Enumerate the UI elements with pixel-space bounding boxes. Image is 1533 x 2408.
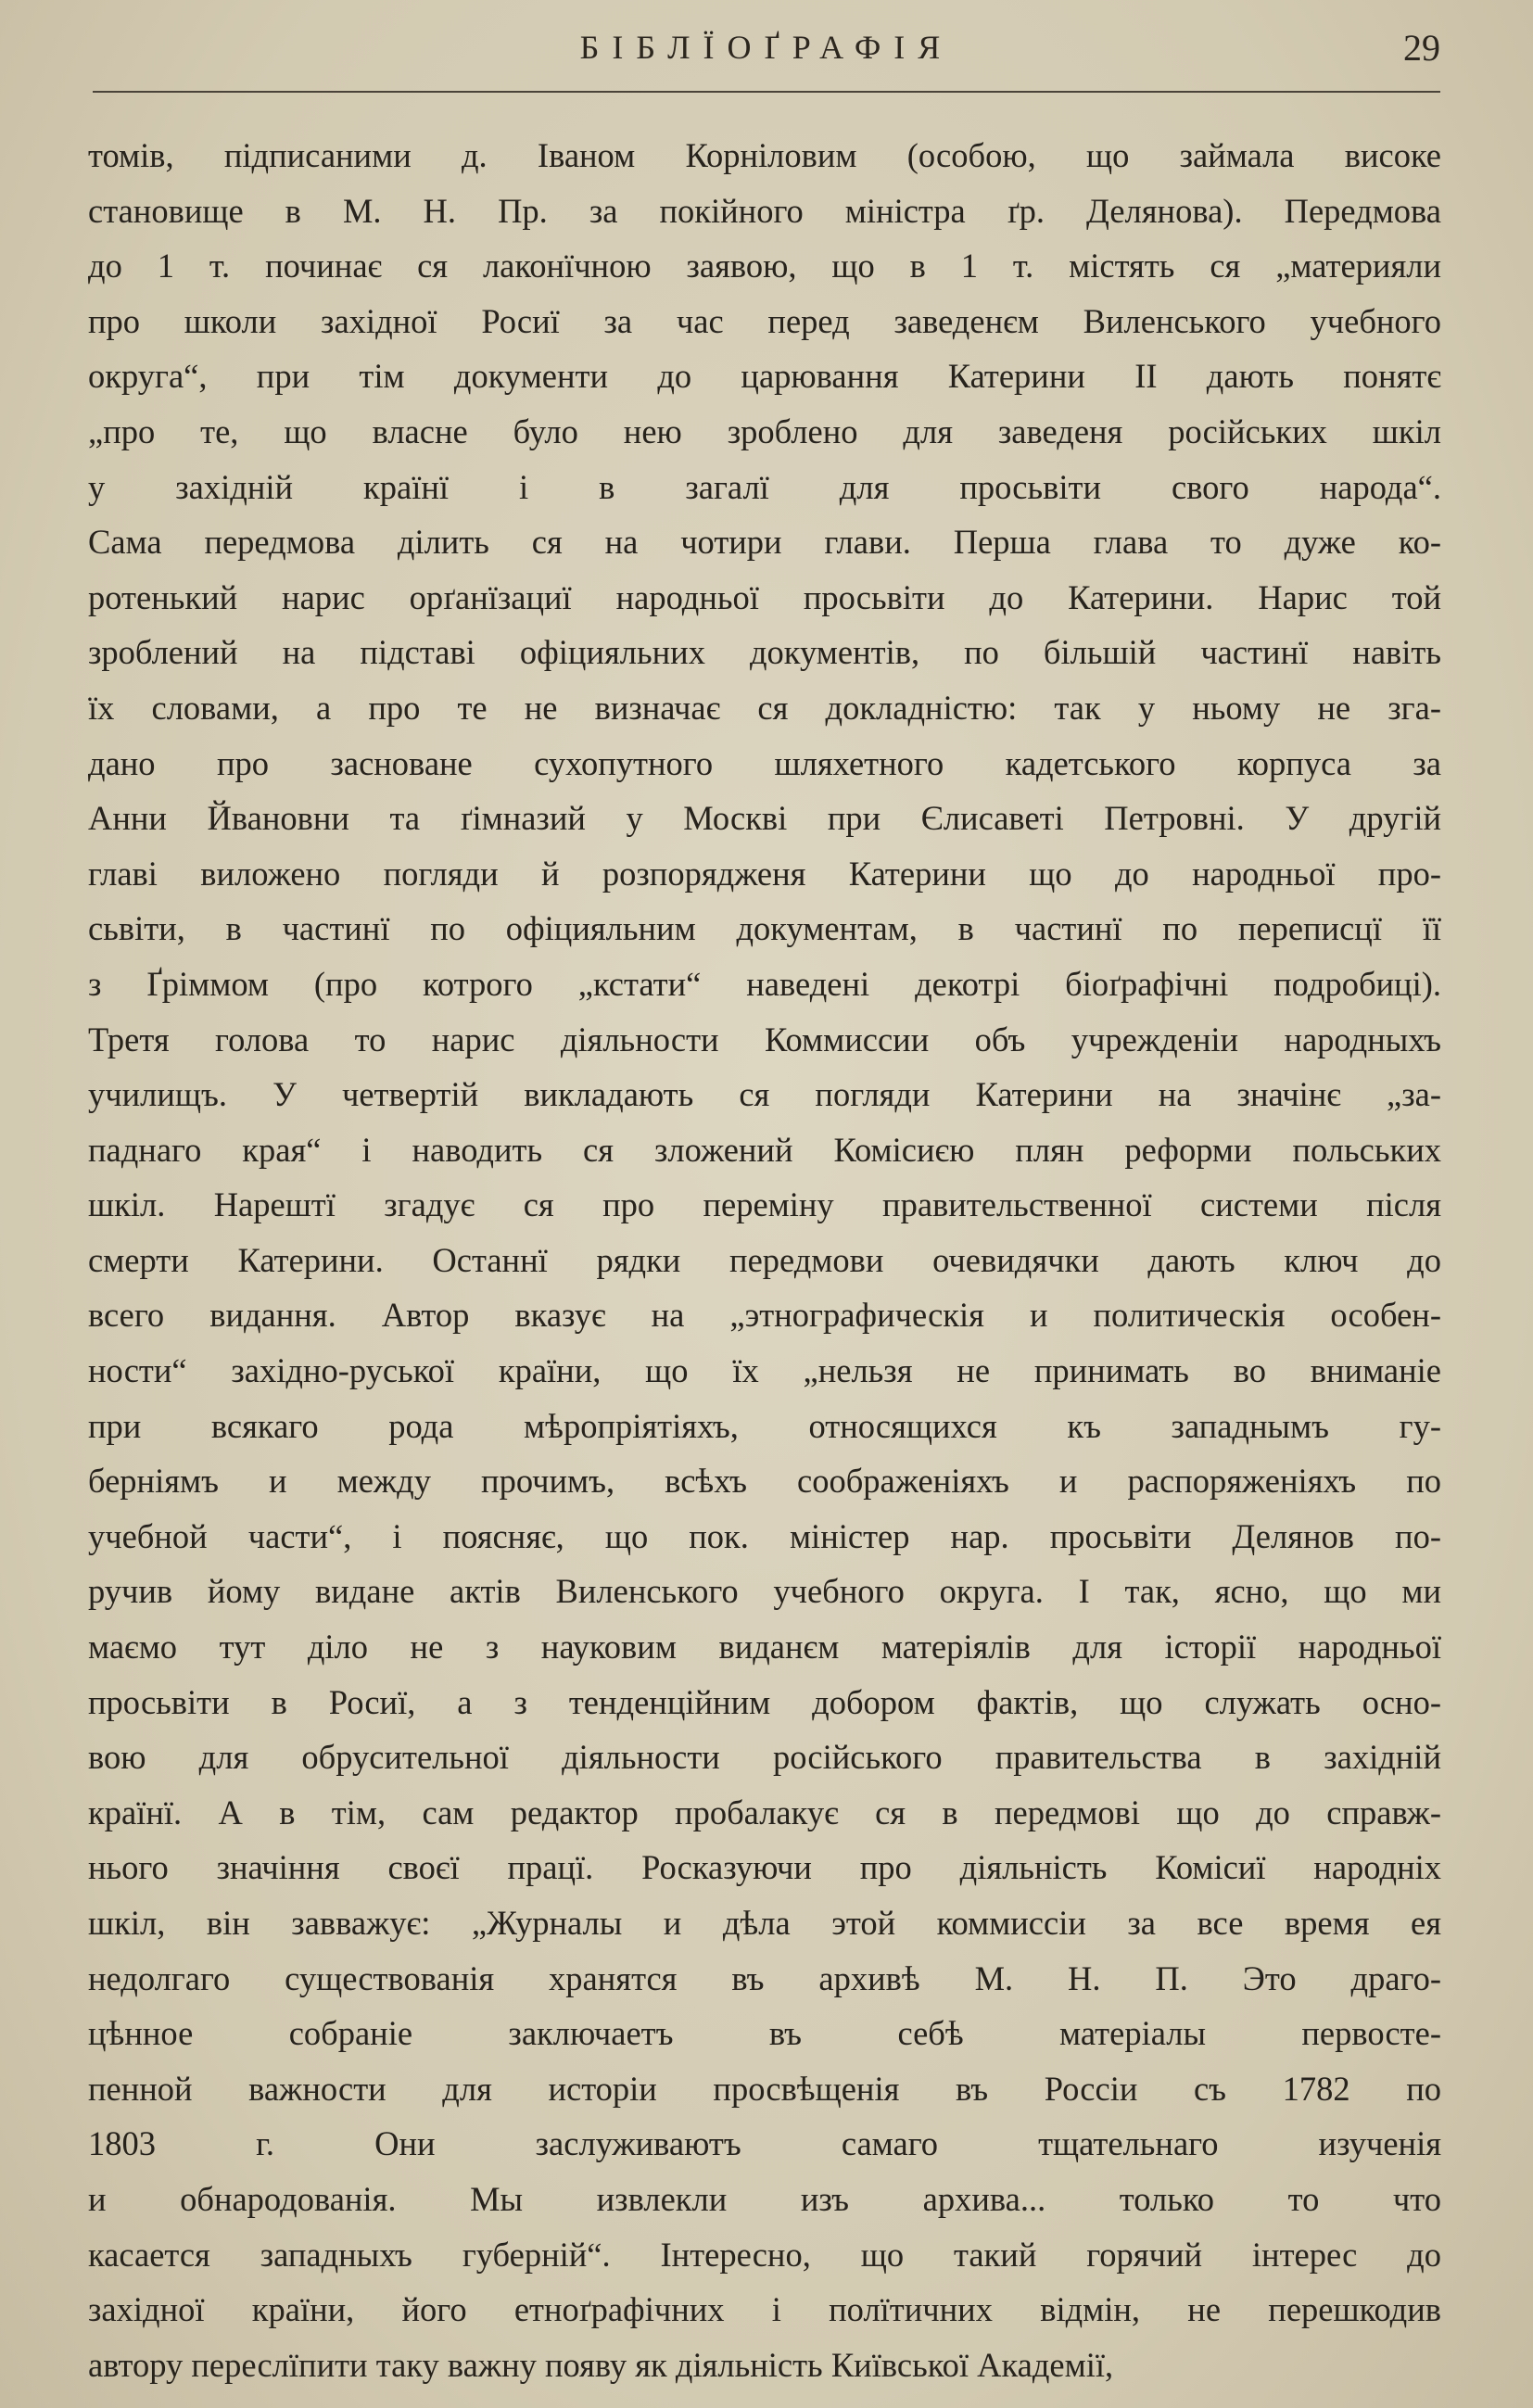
text-line: Третя голова то нарис діяльности Коммиссии объ учрежденіи народныхъ (88, 1020, 1441, 1058)
text-line: їх словами, а про те не визначає ся докладністю: так у ньому не зга- (88, 688, 1441, 727)
text-line: маємо тут діло не з науковим виданєм матеріялів для історії народньої (88, 1628, 1441, 1667)
text-line: томів, підписаними д. Іваном Корніловим (особою, що займала високе (88, 136, 1441, 174)
text-line: шкіл, він завважує: „Журналы и дѣла этой коммиссіи за все время ея (88, 1904, 1441, 1942)
text-line: училищъ. У четвертій викладають ся погляди Катерини на значінє „за- (88, 1075, 1441, 1114)
text-line: сьвіти, в частинї по офіцияльним документам, в частинї по переписцї її (88, 909, 1441, 948)
section-title: БІБЛЇОҐРАФІЯ (579, 29, 954, 66)
text-line: 1803 г. Они заслуживаютъ самаго тщательнаго изученія (88, 2124, 1441, 2163)
text-line: главі виложено погляди й розпорядженя Катерини що до народньої про- (88, 854, 1441, 893)
text-line: Сама передмова ділить ся на чотири глави. Перша глава то дуже ко- (88, 523, 1441, 562)
body-text (88, 128, 1441, 2392)
text-line: просьвіти в Росиї, а з тенденційним добором фактів, що служать осно- (88, 1682, 1441, 1721)
text-line: округа“, при тім документи до царювання Катерини II дають понятє (88, 357, 1441, 396)
text-line: учебной части“, і поясняє, що пок. міністер нар. просьвіти Делянов по- (88, 1516, 1441, 1555)
text-line: „про те, що власне було нею зроблено для заведеня російських шкіл (88, 412, 1441, 450)
page-number: 29 (1403, 27, 1440, 69)
text-line: берніямъ и между прочимъ, всѣхъ соображеніяхъ и распоряженіяхъ по (88, 1462, 1441, 1501)
text-line: недолгаго существованія хранятся въ архивѣ М. Н. П. Это драго- (88, 1958, 1441, 1997)
header-divider (93, 91, 1440, 93)
text-line: західної країни, його етноґрафічних і полїтичних відмін, не перешкодив (88, 2290, 1441, 2329)
text-line: становище в М. Н. Пр. за покійного міністра ґр. Делянова). Передмова (88, 191, 1441, 230)
text-line: зроблений на підставі офіцияльних документів, по більшій частинї навіть (88, 633, 1441, 672)
text-line: смерти Катерини. Останнї рядки передмови очевидячки дають ключ до (88, 1240, 1441, 1279)
text-line: до 1 т. починає ся лаконїчною заявою, що в 1 т. містять ся „материяли (88, 247, 1441, 285)
text-line: нього значіння своєї працї. Росказуючи про діяльність Комісиї народніх (88, 1848, 1441, 1887)
text-line: про школи західної Росиї за час перед заведенєм Виленського учебного (88, 301, 1441, 340)
text-line: ручив йому видане актів Виленського учебного округа. І так, ясно, що ми (88, 1572, 1441, 1611)
text-line: ности“ західно-руської країни, що їх „нельзя не принимать во вниманіе (88, 1351, 1441, 1390)
text-line: країнї. А в тім, сам редактор пробалакує ся в передмові що до справж- (88, 1793, 1441, 1831)
text-line: паднаго края“ і наводить ся зложений Комісиєю плян реформи польських (88, 1130, 1441, 1169)
text-line: автору переслїпити таку важну появу як діяльність Київської Академії, (88, 2345, 1114, 2384)
text-line: и обнародованія. Мы извлекли изъ архива... только то что (88, 2179, 1441, 2218)
text-line: дано про засноване сухопутного шляхетного кадетського корпуса за (88, 743, 1441, 782)
text-line: шкіл. Нарештї згадує ся про переміну правительственної системи після (88, 1185, 1441, 1224)
text-line: Анни Йвановни та ґімназий у Москві при Єлисаветі Петровні. У другій (88, 799, 1441, 838)
running-header (93, 20, 1440, 85)
text-line: всего видання. Автор вказує на „этнографическія и политическія особен- (88, 1296, 1441, 1335)
text-line: у західній країнї і в загалї для просьвіти свого народа“. (88, 467, 1441, 506)
text-line: ротенький нарис орґанїзациї народньої просьвіти до Катерини. Нарис той (88, 577, 1441, 616)
text-line: з Ґріммом (про котрого „кстати“ наведені декотрі біоґрафічні подробиці). (88, 964, 1441, 1003)
text-line: цѣнное собраніе заключаетъ въ себѣ матеріалы первосте- (88, 2014, 1441, 2053)
text-line: при всякаго рода мѣропріятіяхъ, относящихся къ западнымъ гу- (88, 1406, 1441, 1445)
text-line: касается западныхъ губерній“. Інтересно, що такий горячий інтерес до (88, 2235, 1441, 2274)
text-line: вою для обрусительної діяльности російського правительства в західній (88, 1738, 1441, 1777)
text-line: пенной важности для исторіи просвѣщенія въ Россіи съ 1782 по (88, 2069, 1441, 2108)
